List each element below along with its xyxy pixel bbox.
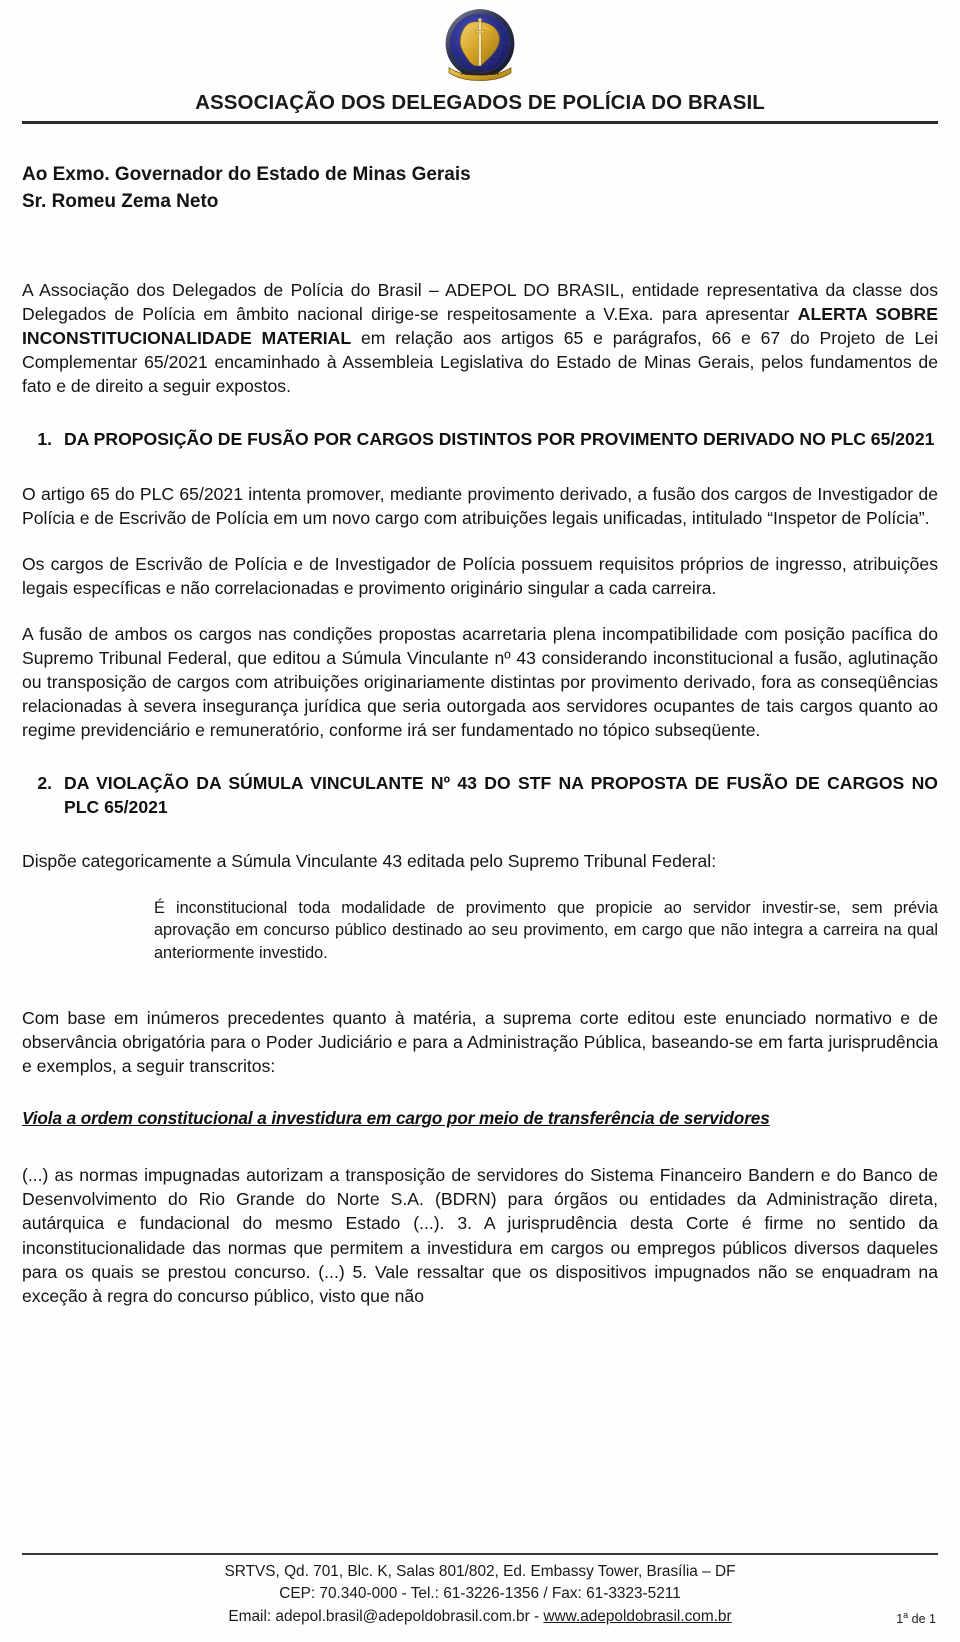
paragraph-cargos-requisitos: Os cargos de Escrivão de Polícia e de Investigador de Polícia possuem requisitos próprios de ingresso, atribuições legais específicas e não correlacionadas e provimento originário singular a cada carreira.: [22, 553, 938, 598]
paragraph-com-base-precedentes: Com base em inúmeros precedentes quanto à matéria, a suprema corte editou este enunciado normativo e de observância obrigatória para o Poder Judiciário e para a Administração Pública, baseando-se em farta jurisprudência e exemplos, a seguir transcritos:: [22, 1007, 938, 1077]
footer-email-line: [22, 1606, 938, 1628]
intro-text-part-2: em relação aos artigos 65 e parágrafos, 66 e 67 do Projeto de Lei Complementar 65/2021 encaminhado à Assembleia Legislativa do Estado de Minas Gerais, pelos fundamentos de fato e de direito a seguir expostos.: [22, 328, 938, 397]
section-2-title: DA VIOLAÇÃO DA SÚMULA VINCULANTE Nº 43 DO STF NA PROPOSTA DE FUSÃO DE CARGOS NO PLC 65/2021: [64, 773, 938, 817]
footer-contact-block: [22, 1561, 938, 1628]
letterhead: [22, 0, 938, 115]
addressee-line-1: Ao Exmo. Governador do Estado de Minas Gerais: [22, 164, 471, 185]
page-indicator-number: 1: [896, 1611, 904, 1626]
intro-bold-emphasis: ALERTA SOBRE INCONSTITUCIONALIDADE MATERIAL: [22, 304, 939, 349]
intro-text-part-1: A Associação dos Delegados de Polícia do Brasil – ADEPOL DO BRASIL, entidade representativa da classe dos Delegados de Polícia em âmbito nacional dirige-se respeitosamente a V.Exa. para apresentar: [22, 279, 938, 325]
paragraph-jurisprudencia-transcrita: (...) as normas impugnadas autorizam a transposição de servidores do Sistema Financeiro Bandern e do Banco de Desenvolvimento do Rio Grande do Norte S.A. (BDRN) para órgãos ou entidades da Administração direta, autárquica e fundacional do mesmo Estado (...). 3. A jurisprudência desta Corte é firme no sentido da inconstitucionalidade das normas que permitem a investidura em cargos ou empregos públicos diversos daqueles para os quais se prestou concurso. (...) 5. Vale ressaltar que os dispositivos impugnados não se enquadram na exceção à regra do concurso público, visto que não: [22, 1165, 938, 1306]
organization-title: ASSOCIAÇÃO DOS DELEGADOS DE POLÍCIA DO BRASIL: [195, 91, 765, 114]
page-indicator-ordinal: a: [903, 1609, 909, 1620]
header-divider: [22, 121, 938, 124]
addressee-line-2: Sr. Romeu Zema Neto: [22, 190, 219, 212]
page-footer: [22, 1553, 938, 1628]
footer-phone-line: CEP: 70.340-000 - Tel.: 61-3226-1356 / Fax: 61-3323-5211: [279, 1585, 681, 1603]
paragraph-fusao-incompatibilidade: A fusão de ambos os cargos nas condições propostas acarretaria plena incompatibilidade com posição pacífica do Supremo Tribunal Federal, que editou a Súmula Vinculante nº 43 considerando inconstitucional a fusão, aglutinação ou transposição de cargos com atribuições originariamente distintas por provimento derivado, fora as conseqüências relacionadas à severa insegurança jurídica que seria outorgada aos servidores ocupantes de tais cargos quanto ao regime previdenciário e remuneratório, conforme irá ser fundamentado no tópico subseqüente.: [22, 624, 938, 741]
intro-paragraph: [22, 278, 938, 398]
page-indicator: [896, 1609, 936, 1628]
footer-address-line: SRTVS, Qd. 701, Blc. K, Salas 801/802, Ed. Embassy Tower, Brasília – DF: [224, 1562, 736, 1580]
paragraph-artigo-65: O artigo 65 do PLC 65/2021 intenta promover, mediante provimento derivado, a fusão dos cargos de Investigador de Polícia e de Escrivão de Polícia em um novo cargo com atribuições legais unificadas, intitulado “Inspetor de Polícia”.: [22, 483, 938, 528]
section-heading-1: [22, 428, 938, 451]
footer-email-text: Email: adepol.brasil@adepoldobrasil.com.br -: [228, 1607, 544, 1625]
footer-divider: [22, 1553, 938, 1555]
paragraph-dispoe-sumula: Dispõe categoricamente a Súmula Vinculante 43 editada pelo Supremo Tribunal Federal:: [22, 850, 717, 871]
section-2-number: 2.: [37, 773, 52, 794]
page-indicator-total: de 1: [908, 1611, 936, 1626]
section-heading-2: [22, 772, 938, 818]
addressee-block: [22, 162, 938, 216]
crest-ribbon-label: ADEPOL-BR: [461, 69, 499, 77]
subheading-viola-ordem-constitucional: Viola a ordem constitucional a investidura em cargo por meio de transferência de servidores: [22, 1108, 770, 1129]
blockquote-sumula-43: É inconstitucional toda modalidade de provimento que propicie ao servidor investir-se, sem prévia aprovação em concurso público destinado ao seu provimento, em cargo que não integra a carreira na qual anteriormente investido.: [154, 899, 938, 962]
section-1-number: 1.: [37, 429, 52, 450]
section-1-title: DA PROPOSIÇÃO DE FUSÃO POR CARGOS DISTINTOS POR PROVIMENTO DERIVADO NO PLC 65/2021: [64, 429, 935, 450]
footer-website-link[interactable]: www.adepoldobrasil.com.br: [543, 1607, 732, 1625]
adepol-brasil-crest-icon: [437, 4, 523, 90]
